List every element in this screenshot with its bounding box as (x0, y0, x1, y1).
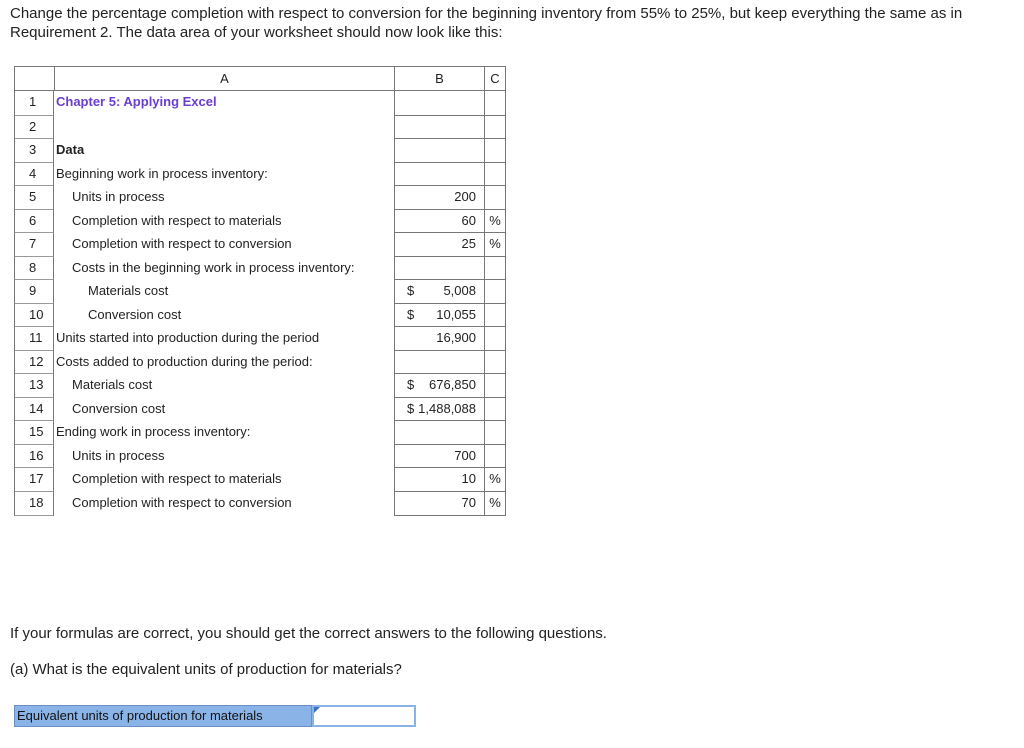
cell-b[interactable] (394, 233, 484, 257)
row-header[interactable]: 16 (14, 445, 54, 468)
cell-a[interactable]: Beginning work in process inventory: (56, 166, 268, 181)
cell-c[interactable] (484, 421, 506, 445)
cell-b[interactable] (394, 186, 484, 210)
cell-c[interactable] (484, 116, 506, 139)
row-header[interactable]: 4 (14, 163, 54, 186)
cell-a[interactable]: Completion with respect to conversion (72, 495, 292, 510)
cell-a[interactable]: Units in process (72, 448, 165, 463)
row-header[interactable]: 12 (14, 351, 54, 374)
cell-a[interactable]: Conversion cost (72, 401, 166, 416)
cell-b-currency: $ (407, 283, 415, 298)
cell-b[interactable] (394, 351, 484, 374)
cell-a[interactable]: Completion with respect to materials (72, 213, 282, 228)
cell-a[interactable]: Completion with respect to materials (72, 471, 282, 486)
cell-b[interactable] (394, 468, 484, 492)
row-header[interactable]: 8 (14, 257, 54, 280)
cell-b[interactable] (394, 327, 484, 351)
cell-c[interactable]: % (484, 233, 506, 257)
cell-b-value: 1,488,088 (418, 401, 476, 416)
cell-b[interactable] (394, 139, 484, 163)
cell-a[interactable]: Costs in the beginning work in process inventory: (72, 260, 355, 275)
cell-b-currency: $ (407, 377, 415, 392)
cell-b[interactable] (394, 398, 484, 421)
row-header[interactable]: 1 (14, 91, 54, 116)
cell-b[interactable] (394, 445, 484, 468)
cell-a[interactable]: Units in process (72, 189, 165, 204)
equivalent-units-materials-input[interactable] (312, 705, 416, 727)
row-header[interactable]: 6 (14, 210, 54, 233)
row-header[interactable]: 5 (14, 186, 54, 210)
row-header[interactable]: 13 (14, 374, 54, 398)
cell-c[interactable] (484, 327, 506, 351)
column-header-a[interactable]: A (54, 66, 395, 91)
cell-a[interactable] (54, 116, 394, 139)
instruction-text: Change the percentage completion with respect to conversion for the beginning inventory from 55% to 25%, but keep everything the same as in Requirement 2. The data area of your worksheet should now look like this: (10, 5, 963, 41)
cell-c[interactable] (484, 163, 506, 186)
cell-b-value: 16,900 (436, 330, 476, 345)
cell-a[interactable]: Materials cost (88, 283, 169, 298)
cell-c[interactable] (484, 280, 506, 304)
row-header[interactable]: 15 (14, 421, 54, 445)
cell-b[interactable] (394, 257, 484, 280)
column-header-b[interactable]: B (394, 66, 485, 91)
cell-b[interactable] (394, 280, 484, 304)
cell-b-value: 5,008 (443, 283, 476, 298)
cell-b[interactable] (394, 421, 484, 445)
row-header[interactable]: 2 (14, 116, 54, 139)
cell-c[interactable] (484, 445, 506, 468)
cell-b-currency: $ (407, 307, 415, 322)
cell-c[interactable] (484, 304, 506, 327)
cell-b[interactable] (394, 304, 484, 327)
cell-c[interactable] (484, 374, 506, 398)
row-header[interactable]: 11 (14, 327, 54, 351)
row-header[interactable]: 9 (14, 280, 54, 304)
cell-b[interactable] (394, 116, 484, 139)
cell-b[interactable] (394, 492, 484, 516)
row-header[interactable]: 17 (14, 468, 54, 492)
cell-c[interactable] (484, 91, 506, 116)
cell-c[interactable] (484, 186, 506, 210)
cell-a[interactable]: Costs added to production during the period: (56, 354, 313, 369)
cell-b[interactable] (394, 210, 484, 233)
cell-b-value: 10 (461, 471, 476, 486)
cell-a[interactable]: Data (56, 142, 85, 157)
cell-b-value: 676,850 (429, 377, 476, 392)
row-header[interactable]: 7 (14, 233, 54, 257)
cell-b[interactable] (394, 374, 484, 398)
cell-b[interactable] (394, 91, 484, 116)
row-header[interactable]: 14 (14, 398, 54, 421)
cell-b-value: 70 (461, 495, 476, 510)
row-header[interactable]: 10 (14, 304, 54, 327)
question-a: (a) What is the equivalent units of production for materials? (10, 661, 402, 678)
cell-a[interactable]: Completion with respect to conversion (72, 236, 292, 251)
cell-b-value: 700 (454, 448, 476, 463)
cell-b-currency: $ (407, 401, 415, 416)
cell-a[interactable]: Ending work in process inventory: (56, 424, 251, 439)
cell-c[interactable] (484, 257, 506, 280)
corner-cell (14, 66, 55, 91)
cell-c[interactable] (484, 398, 506, 421)
column-header-c[interactable]: C (484, 66, 506, 91)
cell-b-value: 10,055 (436, 307, 476, 322)
cell-b[interactable] (394, 163, 484, 186)
answer-label: Equivalent units of production for materials (14, 705, 312, 727)
cell-a[interactable]: Units started into production during the period (56, 330, 320, 345)
cell-c[interactable] (484, 351, 506, 374)
cell-b-value: 25 (461, 236, 476, 251)
row-header[interactable]: 3 (14, 139, 54, 163)
cell-a[interactable]: Materials cost (72, 377, 153, 392)
cell-c[interactable]: % (484, 492, 506, 516)
cell-b-value: 200 (454, 189, 476, 204)
cell-b-value: 60 (461, 213, 476, 228)
row-header[interactable]: 18 (14, 492, 54, 516)
followup-text: If your formulas are correct, you should get the correct answers to the following questions. (10, 625, 607, 642)
cell-c[interactable]: % (484, 468, 506, 492)
cell-c[interactable]: % (484, 210, 506, 233)
cell-a[interactable]: Chapter 5: Applying Excel (56, 94, 217, 109)
cell-a[interactable]: Conversion cost (88, 307, 182, 322)
cell-c[interactable] (484, 139, 506, 163)
